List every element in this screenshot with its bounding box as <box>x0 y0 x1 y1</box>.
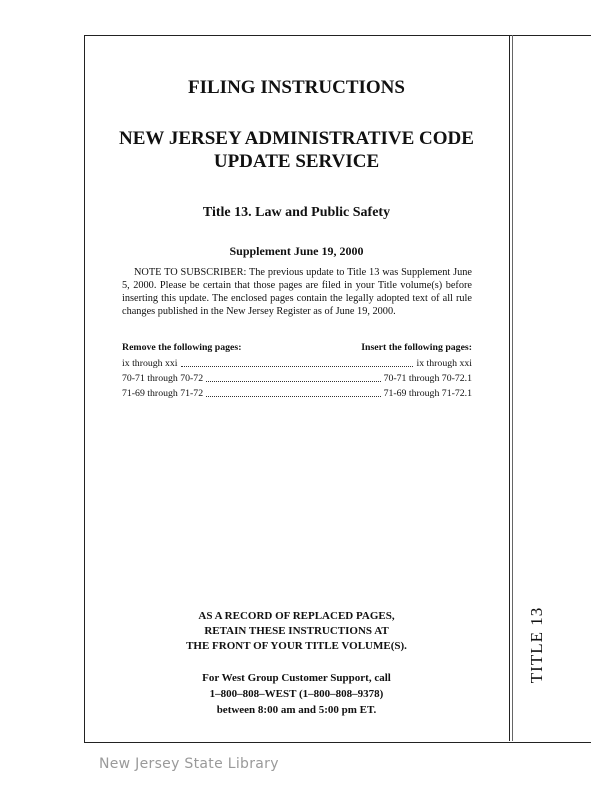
support-hours: between 8:00 am and 5:00 pm ET. <box>216 704 377 716</box>
supplement-date: Supplement June 19, 2000 <box>229 244 364 258</box>
code-heading <box>84 127 509 173</box>
insert-pages: 71-69 through 71-72.1 <box>383 388 472 399</box>
page-replacement-table <box>122 342 472 401</box>
record-notice <box>84 609 509 654</box>
support-line: For West Group Customer Support, call <box>202 672 391 684</box>
insert-header: Insert the following pages: <box>361 342 472 353</box>
support-phone: 1–800–808–WEST (1–800–808–9378) <box>209 688 384 700</box>
title-section: Title 13. Law and Public Safety <box>202 205 391 220</box>
table-row <box>122 371 472 386</box>
insert-pages: 70-71 through 70-72.1 <box>383 373 472 384</box>
subscriber-note: NOTE TO SUBSCRIBER: The previous update to Title 13 was Supplement June 5, 2000. Please be certain that those pages are filed in your Title volume(s) before inserting this update. The enclosed pages contain the legally adopted text of all rule changes published in the New Jersey Register as of June 19, 2000. <box>122 267 472 317</box>
page-title: FILING INSTRUCTIONS <box>188 77 405 98</box>
insert-pages: ix through xxi <box>416 358 472 369</box>
library-stamp: New Jersey State Library <box>99 756 279 772</box>
remove-pages: 70-71 through 70-72 <box>122 373 204 384</box>
leader-dots <box>181 366 414 367</box>
remove-pages: 71-69 through 71-72 <box>122 388 204 399</box>
table-header <box>122 342 472 353</box>
table-row <box>122 356 472 371</box>
code-heading-line2: UPDATE SERVICE <box>213 151 380 172</box>
table-row <box>122 386 472 401</box>
code-heading-line1: NEW JERSEY ADMINISTRATIVE CODE <box>119 128 474 149</box>
leader-dots <box>206 396 380 397</box>
title-tab-label: TITLE 13 <box>527 606 547 684</box>
title-tab <box>522 590 552 700</box>
remove-pages: ix through xxi <box>122 358 178 369</box>
remove-header: Remove the following pages: <box>122 342 242 353</box>
record-line: THE FRONT OF YOUR TITLE VOLUME(S). <box>186 640 407 652</box>
record-line: AS A RECORD OF REPLACED PAGES, <box>198 610 395 622</box>
tab-divider <box>509 35 510 741</box>
tab-divider-inner <box>512 35 513 741</box>
record-line: RETAIN THESE INSTRUCTIONS AT <box>204 625 389 637</box>
leader-dots <box>206 381 380 382</box>
customer-support <box>84 670 509 718</box>
